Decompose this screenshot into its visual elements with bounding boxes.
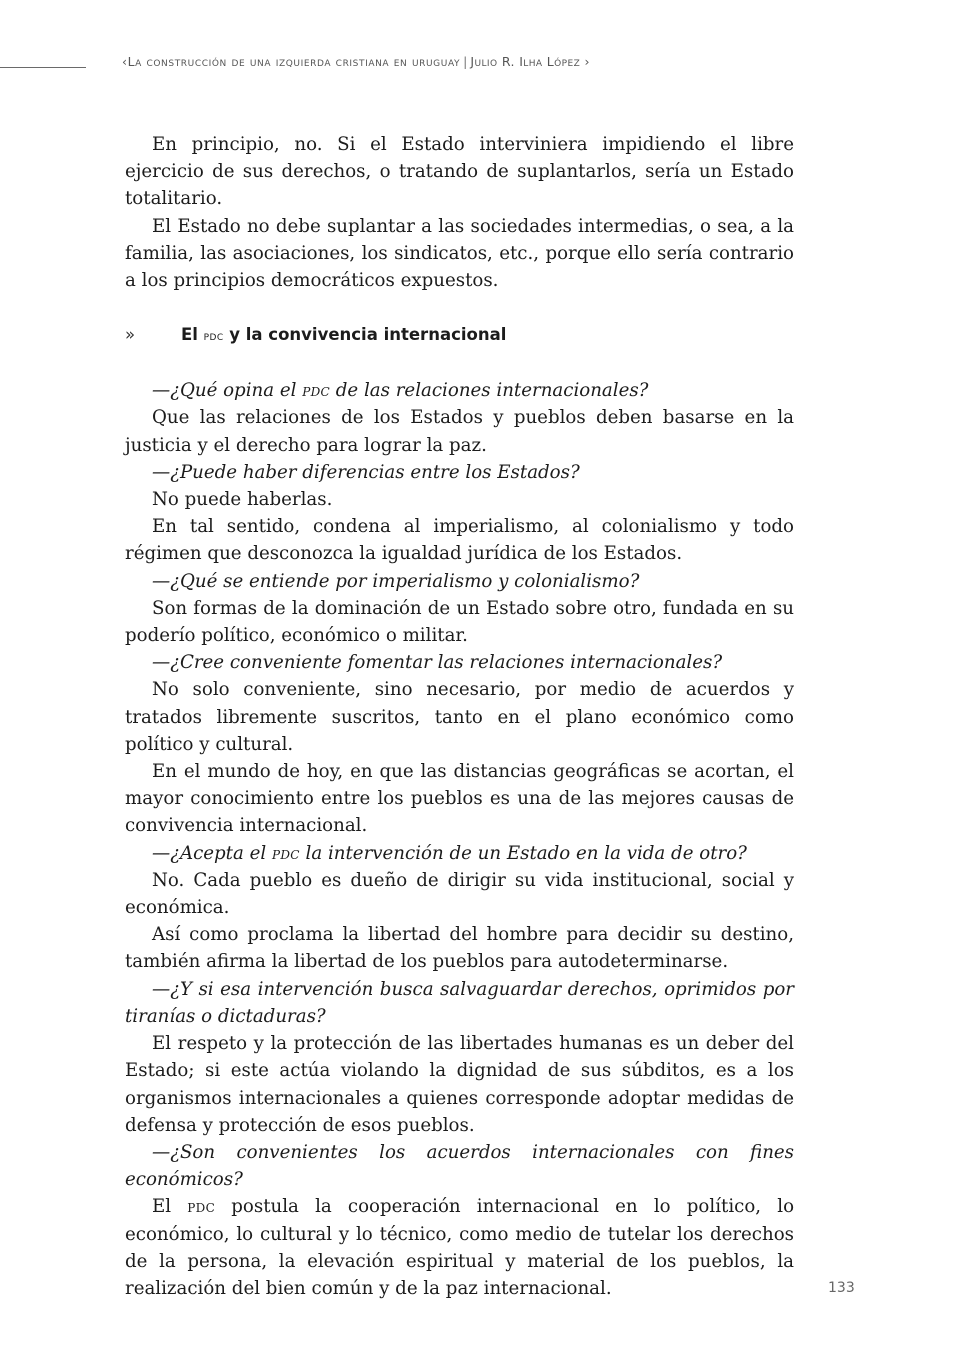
header-rule [0,67,86,68]
section-title-post: y la convivencia internacional [223,325,507,345]
answer: En el mundo de hoy, en que las distancias geográficas se acortan, el mayor conocimiento entre los pueblos es una de las mejores causas de convivencia internacional. [125,761,794,837]
answer [125,1193,794,1302]
question: —¿Puede haber diferencias entre los Estados? [152,461,580,483]
page-number: 133 [828,1280,855,1296]
question-text: —¿Qué opina el [152,380,303,402]
section-marker: » [125,325,136,345]
section-title-pre: El [181,325,204,345]
question: —¿Y si esa intervención busca salvaguardar derechos, oprimidos por tiranías o dictaduras? [125,978,794,1027]
question-text: de las relaciones internacionales? [330,380,649,402]
question: —¿Cree conveniente fomentar las relaciones internacionales? [152,652,723,674]
answer: El respeto y la protección de las libertades humanas es un deber del Estado; si este actúa violando la dignidad de sus súbditos, es a los organismos internacionales a quienes corresponde adoptar medidas de defensa y protección de esos pueblos. [125,1033,794,1136]
header-separator: | [463,54,468,69]
answer: Son formas de la dominación de un Estado sobre otro, fundada en su poderío político, económico o militar. [125,597,794,647]
answer-text: El [152,1196,188,1218]
abbreviation: pdc [271,842,300,863]
abbreviation: pdc [187,1196,216,1217]
answer: No. Cada pueblo es dueño de dirigir su vida institucional, social y económica. [125,869,794,919]
answer: Así como proclama la libertad del hombre para decidir su destino, también afirma la libertad de los pueblos para autodeterminarse. [125,924,794,973]
section-heading [125,321,794,350]
question [125,377,794,404]
answer-text: postula la cooperación internacional en lo político, lo económico, lo cultural y lo técnico, como medio de tutelar los derechos de la persona, la elevación espiritual y material de los pueblos, la realización del bien común y de la paz internacional. [125,1196,795,1299]
book-author: Julio R. Ilha López › [470,54,590,69]
abbreviation: pdc [302,380,330,401]
question [125,840,794,867]
book-title: ‹La construcción de una izquierda cristiana en uruguay [122,54,461,69]
question: —¿Son convenientes los acuerdos internacionales con fines económicos? [125,1141,794,1191]
page-body [125,131,794,1302]
section-title-abbr: pdc [203,328,224,345]
paragraph: El Estado no debe suplantar a las sociedades intermedias, o sea, a la familia, las asociaciones, los sindicatos, etc., porque ello sería contrario a los principios democráticos expuestos. [125,215,794,292]
section-title [181,321,506,350]
answer: Que las relaciones de los Estados y pueblos deben basarse en la justicia y el derecho para lograr la paz. [125,407,794,456]
answer: En tal sentido, condena al imperialismo, al colonialismo y todo régimen que desconozca la igualdad jurídica de los Estados. [125,516,794,565]
answer: No puede haberlas. [152,489,333,511]
running-header [122,54,590,69]
question-text: la intervención de un Estado en la vida de otro? [299,842,747,864]
question-text: —¿Acepta el [152,842,272,864]
answer: No solo conveniente, sino necesario, por medio de acuerdos y tratados libremente suscritos, tanto en el plano económico como político y cultural. [125,679,794,755]
question: —¿Qué se entiende por imperialismo y colonialismo? [152,570,640,592]
paragraph: En principio, no. Si el Estado interviniera impidiendo el libre ejercicio de sus derechos, o tratando de suplantarlos, sería un Estado totalitario. [125,134,794,210]
